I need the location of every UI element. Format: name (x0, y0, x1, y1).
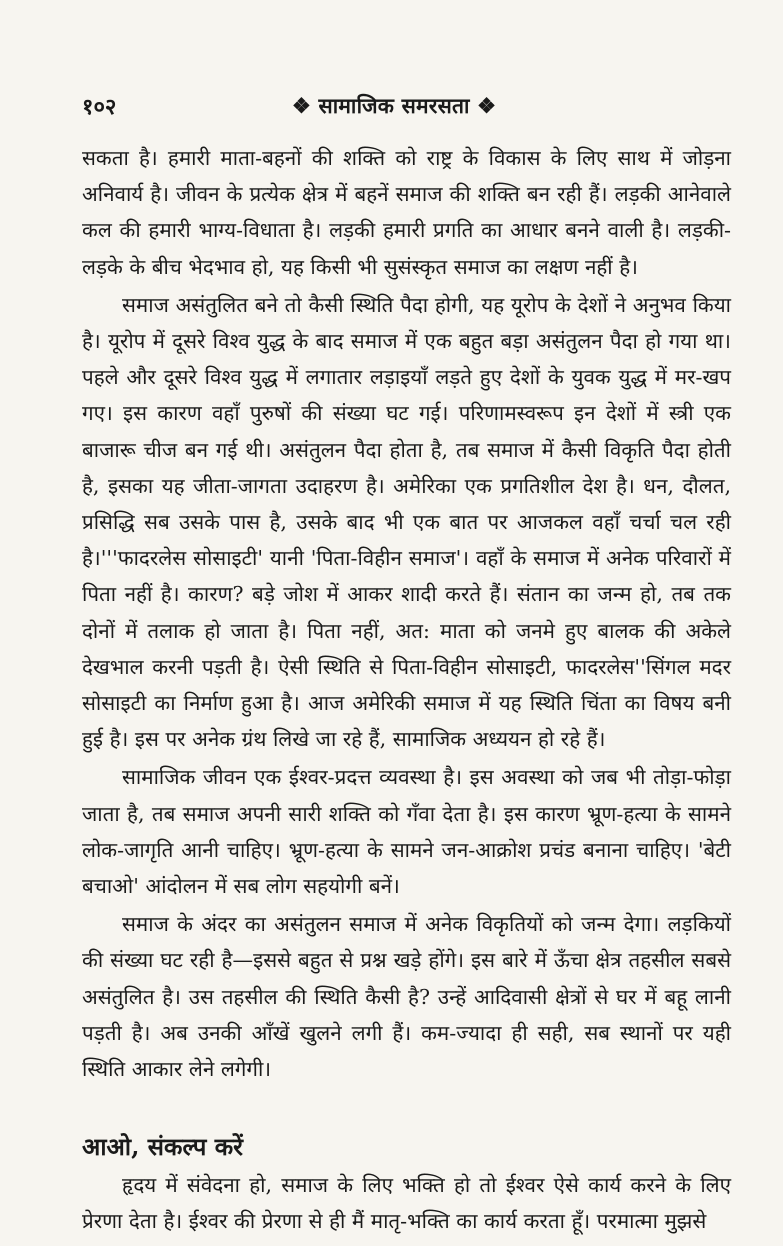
section-heading: आओ, संकल्प करें (82, 1132, 243, 1162)
paragraph-gender-ratio: समाज के अंदर का असंतुलन समाज में अनेक विकृतियों को जन्म देगा। लड़कियों की संख्या घट रही है—इससे बहुत से प्रश्न खड़े होंगे। इस बारे में ऊँचा क्षेत्र तहसील सबसे असंतुलित है। उस तहसील की स्थिति कैसी है? उन्हें आदिवासी क्षेत्रों से घर में बहू लानी पड़ती है। अब उनकी आँखें खुलने लगी हैं। कम-ज्यादा ही सही, सब स्थानों पर यही स्थिति आकार लेने लगेगी। (82, 912, 731, 1082)
paragraph-continued: सकता है। हमारी माता-बहनों की शक्ति को राष्ट्र के विकास के लिए साथ में जोड़ना अनिवार्य है। जीवन के प्रत्येक क्षेत्र में बहनें समाज की शक्ति बन रही हैं। लड़की आनेवाले कल की हमारी भाग्य-विधाता है। लड़की हमारी प्रगति का आधार बनने वाली है। लड़की-लड़के के बीच भेदभाव हो, यह किसी भी सुसंस्कृत समाज का लक्षण नहीं है। (82, 146, 731, 279)
section-paragraph: हृदय में संवेदना हो, समाज के लिए भक्ति हो तो ईश्वर ऐसे कार्य करने के लिए प्रेरणा देता है। ईश्वर की प्रेरणा से ही मैं मातृ-भक्ति का कार्य करता हूँ। परमात्मा मुझसे (82, 1173, 731, 1234)
running-head: ❖ सामाजिक समरसता ❖ (292, 93, 497, 118)
page-header (82, 90, 731, 122)
page-number: १०२ (82, 94, 117, 120)
paragraph-social-life: सामाजिक जीवन एक ईश्वर-प्रदत्त व्यवस्था है। इस अवस्था को जब भी तोड़ा-फोड़ा जाता है, तब समाज अपनी सारी शक्ति को गँवा देता है। इस कारण भ्रूण-हत्या के सामने लोक-जागृति आनी चाहिए। भ्रूण-हत्या के सामने जन-आक्रोश प्रचंड बनाना चाहिए। 'बेटी बचाओ' आंदोलन में सब लोग सहयोगी बनें। (82, 765, 731, 899)
paragraph-europe-imbalance: समाज असंतुलित बने तो कैसी स्थिति पैदा होगी, यह यूरोप के देशों ने अनुभव किया है। यूरोप में दूसरे विश्व युद्ध के बाद समाज में एक बहुत बड़ा असंतुलन पैदा हो गया था। पहले और दूसरे विश्व युद्ध में लगातार लड़ाइयाँ लड़ते हुए देशों के युवक युद्ध में मर-खप गए। इस कारण वहाँ पुरुषों की संख्या घट गई। परिणामस्वरूप इन देशों में स्त्री एक बाजारू चीज बन गई थी। असंतुलन पैदा होता है, तब समाज में कैसी विकृति पैदा होती है, इसका यह जीता-जागता उदाहरण है। अमेरिका एक प्रगतिशील देश है। धन, दौलत, प्रसिद्धि सब उसके पास है, उसके बाद भी एक बात पर आजकल वहाँ चर्चा चल रही है।'''फादरलेस सोसाइटी' यानी 'पिता-विहीन समाज'। वहाँ के समाज में अनेक परिवारों में पिता नहीं है। कारण? बड़े जोश में आकर शादी करते हैं। संतान का जन्म हो, तब तक दोनों में तलाक हो जाता है। पिता नहीं, अत: माता को जनमे हुए बालक की अकेले देखभाल करनी पड़ती है। ऐसी स्थिति से पिता-विहीन सोसाइटी, फादरलेस''सिंगल मदर सोसाइटी का निर्माण हुआ है। आज अमेरिकी समाज में यह स्थिति चिंता का विषय बनी हुई है। इस पर अनेक ग्रंथ लिखे जा रहे हैं, सामाजिक अध्ययन हो रहे हैं। (82, 292, 731, 752)
